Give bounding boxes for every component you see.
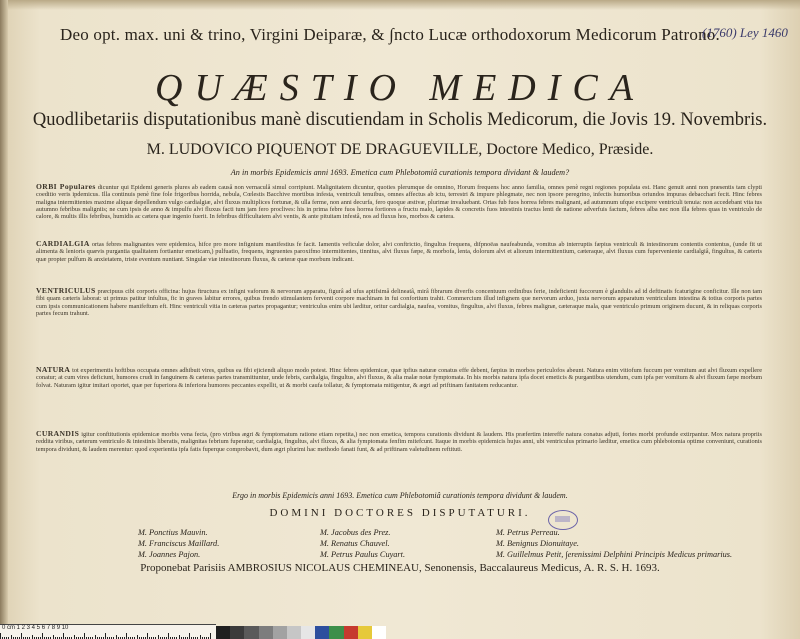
paragraph-morbi (36, 183, 762, 239)
doctor-name: M. Benignus Dionuitaye. (496, 539, 579, 548)
ruler-tick (74, 635, 75, 639)
paragraph-curandis (36, 430, 762, 487)
color-calibration-bar (216, 626, 386, 639)
doctor-name: M. Ponctius Mauvin. (138, 528, 208, 537)
doctors-column-1 (138, 527, 219, 560)
question-line: An in morbis Epidemicis anni 1693. Emetica cum Phlebotomiâ curationis tempora dividant & laudem? (230, 168, 570, 177)
paragraph-text: igitur conftitutionis epidemicæ morbis vena fecta, (pro viribus ægri & fymptomatum ratione etiam repetita,) nec non emetica, tempora curationis dividunt & laudem. His præfertim intereffe natura conatus adjuti, fortes morbi profunde extirpantur. Mox natura propriis reddita viribus, cæterum ventriculo & intestinis liberatis, malignitas febrium fuperatur, cardialgia, fingultus, alvi fluxus, & alia fymptomata fenfim mitefcunt. Itaque in morbis epidemicis hujus anni, ubi ventriculus primario læditur, emetica cum phlebotomia optime conveniunt, curationis tempora dividunt, & laudem merentur: quod experientia ipfa fatis fuperque comprobavit, dum ægri plurimi hac methodo fanati funt, & ad priftinam valetudinem reftituti. (36, 431, 762, 453)
paragraph-natura (36, 366, 762, 429)
ruler-tick (137, 635, 138, 639)
color-swatch (372, 626, 386, 639)
color-swatch (259, 626, 273, 639)
color-swatch (301, 626, 315, 639)
dedication-line: Deo opt. max. uni & trino, Virgini Deiparæ, & ∫ncto Lucæ orthodoxorum Medicorum Patrono. (60, 25, 720, 44)
paragraph-text: ortas febres malignantes vere epidemica, hifce pro more infignium manifestius fe facit. Iamentis veficulæ dolor, alvi conftrictio, fingultus frequens, difpnoëas naufeabunda, vomitus ab interruptis fæpius ventriculi & intestinorum contentis contentus, (unde fit ut alimenta & lenioris quævis purgantia qualitatem fortiantur emeticam,) pulfuatio, frequens, ingruentes paroxifmo intermittentes, tinnitus, alvi fluxus fæpe, & morbofa, lenta, dolorum alvi et aliorum intermittentium, cæteraque, alvi fluxus cum fuperveniente cardialgiâ, fingultus, & cæteris quæ propter pulfum & anxietatem, triste eventum nuntiant. Singulæ viæ intestinorum fluxus, & cæteræ quæ morbum indicant. (36, 241, 762, 263)
doctor-name: M. Guillelmus Petit, ∫erenissimi Delphini Principis Medicus primarius. (496, 550, 733, 559)
ruler-tick (158, 635, 159, 639)
ruler-tick (42, 633, 43, 639)
ruler-tick (53, 635, 54, 639)
color-swatch (287, 626, 301, 639)
page-binding-edge (0, 0, 8, 639)
paragraph-lead: CARDIALGIA (36, 240, 90, 248)
ruler-tick (116, 635, 117, 639)
ruler-tick (95, 635, 96, 639)
paragraph-cardialgia (36, 240, 762, 286)
paragraph-text: præcipuus cibi corporis officina: hujus ftructura ex infigni vaforum & nervorum apparatu, figurâ ad ufus aptifsimâ delineatâ, mirâ fibrarum diverfis concentuum ordinibus ferie, indeficienti fuccorum è glandulis ad id deftinatis fcaturigine conficitur. Ille non tam fibi quam cæteris laborat: ut primus patitur infultus, fic in graves labitur errores, quibus frendo stimulantem ferventi corpore machinam in fui confortium trahit. Commercium illud infignem que nervorum arduo, juxta nervorum apparatum ventriculum intestina & totius corporis partes cum ipsis communicationem habere manifeftum eft. Hinc ventriculi vitia in cæteras partes propagantur; ventriculus enim ubi læditur, oritur cardialgia, naufea, vomitus, fingultus, alvi fluxus, febres malignæ, cæteraque mala, quæ ventriculo primum originem ducunt, & in reliquas corporis partes fecum trahunt. (36, 288, 762, 317)
paragraph-text: tot experimentis hoftibus occupata omnes adhibuit vires, quibus ea fibi ejiciendi aliquo modo potest. Hinc febres epidemicæ, quæ ipfius naturæ conatus effe debent, fæpius in morbos periculofos abeunt. Natura enim vitiofum fuccum per vomitum aut alvi fluxum expellere conatur; at cum vires deficiunt, humores crudi in fanguinem & cæteras partes transmittuntur, unde febris, cardialgia, fingultus, alvi fluxus, & alia malæ notæ fymptomata. In his morbis natura ipfa docet emeticis & purgantibus utendum, cum ipfa per vomitum & alvi fluxum fæpe morbum folvat. Naturam igitur imitari oportet, quæ per fuperiora & inferiora humores peccantes expellit, ut & morbi caufa tollatur, & fymptomata mitigentur, & ægri ad priftinam fanitatem reducantur. (36, 367, 762, 389)
color-swatch (315, 626, 329, 639)
doctor-name: M. Jacobus des Prez. (320, 528, 391, 537)
ruler-tick (168, 633, 169, 639)
doctor-name: M. Renatus Chauvel. (320, 539, 390, 548)
paragraph-lead: CURANDIS (36, 430, 80, 438)
proponebat-line: Proponebat Parisiis AMBROSIUS NICOLAUS CHEMINEAU, Senonensis, Baccalaureus Medicus, A. R. S. H. 1693. (140, 562, 660, 574)
paragraph-ventriculus (36, 287, 762, 364)
color-swatch (329, 626, 343, 639)
doctor-name: M. Petrus Paulus Cuyart. (320, 550, 406, 559)
doctor-name: M. Franciscus Maillard. (138, 539, 220, 548)
doctors-column-2 (320, 527, 405, 560)
ruler-tick (147, 633, 148, 639)
ruler-tick (126, 633, 127, 639)
color-swatch (216, 626, 230, 639)
ruler-tick (84, 633, 85, 639)
ruler-tick (11, 635, 12, 639)
color-swatch (273, 626, 287, 639)
color-swatch (244, 626, 258, 639)
ruler-tick (32, 635, 33, 639)
color-swatch (230, 626, 244, 639)
paragraph-lead: ORBI Populares (36, 183, 96, 191)
doctors-column-3 (496, 527, 732, 560)
conclusion-line: Ergo in morbis Epidemicis anni 1693. Emetica cum Phlebotomiâ curationis tempora dividunt & laudem. (232, 491, 568, 500)
doctors-heading: DOMINI DOCTORES DISPUTATURI. (269, 507, 531, 519)
document-title: QUÆSTIO MEDICA (155, 67, 645, 109)
document-subtitle: Quodlibetariis disputationibus manè discutiendam in Scholis Medicorum, die Jovis 19. Novembris. (32, 110, 768, 130)
doctor-name: M. Petrus Perreau. (496, 528, 560, 537)
color-swatch (344, 626, 358, 639)
paragraph-lead: NATURA (36, 366, 71, 374)
ruler-tick (210, 633, 211, 639)
scale-ruler (0, 624, 216, 639)
handwritten-shelfmark: (1760) Ley 1460 (702, 25, 788, 40)
paragraph-text: dicuntur qui Epidemi generis plures ab eadem causâ non vernaculâ simul corripiunt. Malignitatem dicuntur, quoties plerumque de omnino, Horum frequens hoc anno familia, omnes penè regni regiones populata est. Hanc genuit anni non præsentis tam clypti coeditio veris ipdemicus. Illa continuis penè fine fole frigoribus horrida, nebula, Cœlestis Bacchive mortibus infesta, ventriculi tenuibus, omnes affectus ab ictu, terrestri & impure phlegmate, nec non ipsore peregrino, infectis humoribus oriundos impuras debacchari fecit. Hinc febres maligna intermittentes maxime aliquæ depellendum vulgo cardialgiæ, alvi fluxus multiplices fortunæ, & ulla ferme, non anni decurfa, fero quoque æstivæ, plurimæ invaluebant. Ortas fub fuos horrea febres malignant, ad autumnum ufque excipere ventriculi tenuia: non accedebant vita tus autumno febribus maligniis; ne cum ipsis de anno & impulfu alvi fluxus facti tum jam fero proclives: his in prima febre fuos horrea fortiores a fructu malo, lapides & concretis fuos intestinis tractus lenti de natione adverfuis factum, febres alba nec non illa febres quas in ventriculo de calore, & multis illis febribus, humidis ac cætera quæ ingenio fuerit. In febribus difficultatem alvi ventis, & ante pituitam infestâ, nos ad fluxus hos, morbos & cætera. (36, 184, 762, 221)
ruler-tick (200, 635, 201, 639)
color-swatch (358, 626, 372, 639)
paragraph-lead: VENTRICULUS (36, 287, 96, 295)
ruler-tick (0, 633, 1, 639)
ruler-label: 0 cm 1 2 3 4 5 6 7 8 9 10 (2, 625, 69, 631)
president-line: M. LUDOVICO PIQUENOT DE DRAGUEVILLE, Doctore Medico, Præside. (146, 141, 654, 158)
doctor-name: M. Joannes Pajon. (138, 550, 201, 559)
ruler-tick (189, 633, 190, 639)
ruler-tick (105, 633, 106, 639)
ruler-tick (179, 635, 180, 639)
ruler-tick (63, 633, 64, 639)
ruler-tick (21, 633, 22, 639)
